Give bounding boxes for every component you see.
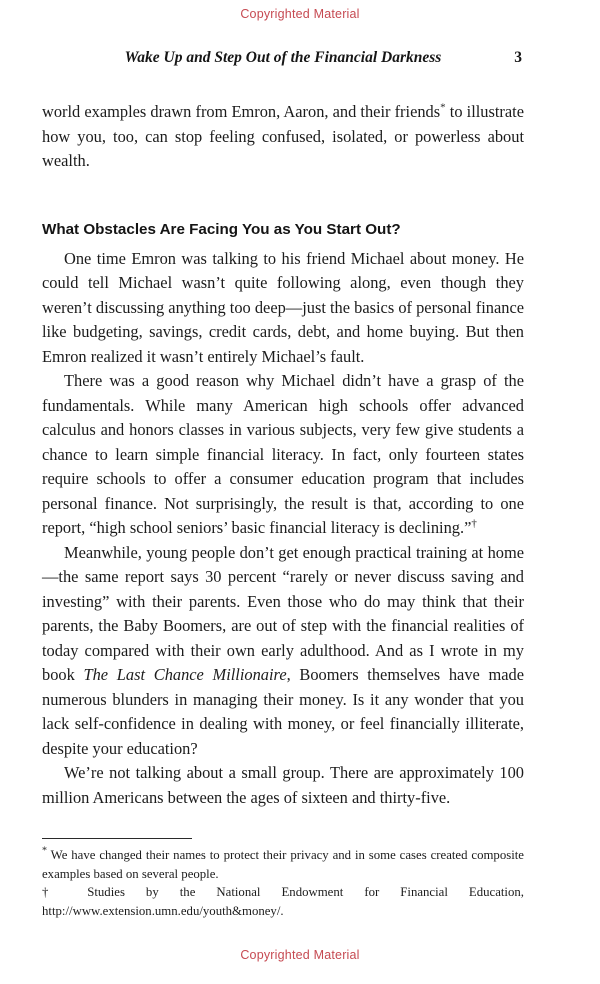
footnote-1-marker: * (42, 845, 47, 857)
paragraph-3-text-2: , Boomers themselves have made numerous blunders in managing their money. Is it any wonder that you lack self-confidence in dealing with money, or feel financially illiterate, despite your education? (42, 665, 524, 758)
footnotes-section (42, 838, 524, 920)
copyright-notice-bottom: Copyrighted Material (240, 948, 360, 962)
page-number: 3 (514, 49, 522, 66)
page-body (42, 100, 524, 810)
copyright-notice-top: Copyrighted Material (240, 7, 360, 21)
book-title: The Last Chance Millionaire (83, 665, 287, 684)
footnote-2 (42, 883, 524, 920)
running-header (42, 49, 524, 67)
running-title: Wake Up and Step Out of the Financial Darkness (124, 49, 442, 66)
footnote-marker-dagger: † (471, 517, 477, 530)
footnote-2-text: Studies by the National Endowment for Financial Education, http://www.extension.umn.edu/youth&money/. (42, 885, 524, 918)
intro-text-1: world examples drawn from Emron, Aaron, and their friends (42, 102, 441, 121)
paragraph-3-text-1: Meanwhile, young people don’t get enough practical training at home—the same report says 30 percent “rarely or never discuss saving and investing” with their parents. Even those who do may think that their parents, the Baby Boomers, are out of step with the financial realities of today compared with their own early adulthood. And as I wrote in my book (42, 542, 524, 684)
section-heading: What Obstacles Are Facing You as You Start Out? (42, 220, 401, 238)
footnote-1-text: We have changed their names to protect their privacy and in some cases created composite examples based on several people. (42, 848, 524, 881)
paragraph-3 (42, 541, 524, 762)
footnote-2-marker: † (42, 885, 67, 900)
intro-text-2: to illustrate how you, too, can stop feeling confused, isolated, or powerless about wealth. (42, 102, 524, 170)
paragraph-4: We’re not talking about a small group. There are approximately 100 million Americans between the ages of sixteen and thirty-five. (42, 763, 524, 807)
intro-paragraph (42, 100, 524, 174)
footnote-1 (42, 846, 524, 883)
paragraph-2-text: There was a good reason why Michael didn’t have a grasp of the fundamentals. While many American high schools offer advanced calculus and honors classes in various subjects, very few give students a chance to learn simple financial literacy. In fact, only fourteen states require schools to offer a consumer education program that includes personal finance. Not surprisingly, the result is that, according to one report, “high school seniors’ basic financial literacy is declining.” (42, 371, 524, 537)
footnote-marker-asterisk: * (440, 101, 446, 114)
footnote-divider (42, 838, 192, 839)
paragraph-1: One time Emron was talking to his friend Michael about money. He could tell Michael wasn’t quite following along, even though they weren’t discussing anything too deep—just the basics of personal finance like budgeting, savings, credit cards, debt, and home buying. But then Emron realized it wasn’t entirely Michael’s fault. (42, 248, 524, 366)
paragraph-2 (42, 369, 524, 541)
